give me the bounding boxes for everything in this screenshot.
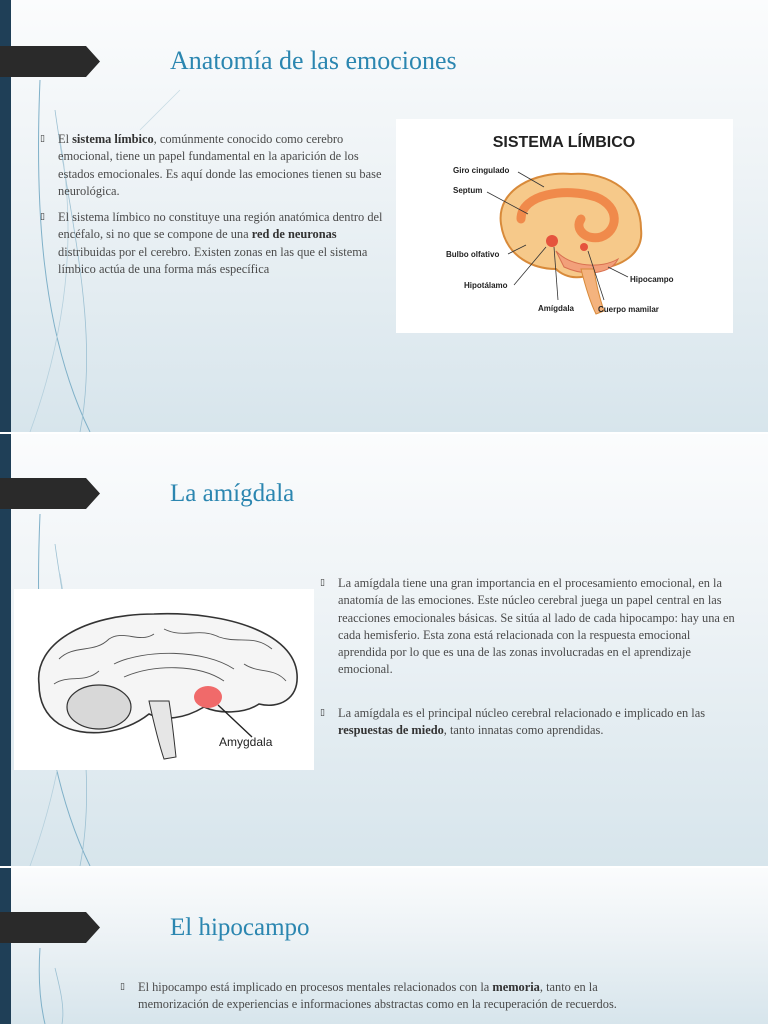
bullet-icon: ▯ bbox=[320, 578, 325, 588]
mammillary-dot bbox=[580, 243, 588, 251]
bullet-icon: ▯ bbox=[320, 708, 325, 718]
label-hipocampo: Hipocampo bbox=[630, 275, 674, 284]
bullet-icon: ▯ bbox=[40, 134, 45, 144]
cerebellum-shape bbox=[67, 685, 131, 729]
slide-title: Anatomía de las emociones bbox=[170, 46, 457, 75]
amygdala-dot bbox=[546, 235, 558, 247]
paragraph-1: ▯ El sistema límbico, comúnmente conocido como cerebro emocional, tiene un papel fundamental en la aparición de los estados emocionales. Es aquí donde las emociones tienen su base neurológica. bbox=[40, 132, 382, 198]
slide-title: El hipocampo bbox=[170, 914, 310, 941]
slide-anatomia bbox=[0, 0, 768, 432]
title-tag bbox=[0, 46, 100, 77]
paragraph-2: ▯ La amígdala es el principal núcleo cerebral relacionado e implicado en las respuestas de miedo, tanto innatas como aprendidas. bbox=[320, 706, 706, 738]
slide-amigdala bbox=[0, 434, 768, 866]
label-cuerpo: Cuerpo mamilar bbox=[598, 305, 659, 314]
limbic-system-diagram bbox=[396, 119, 733, 333]
label-bulbo: Bulbo olfativo bbox=[446, 250, 500, 259]
paragraph-2: ▯ El sistema límbico no constituye una región anatómica dentro del encéfalo, si no que se compone de una red de neuronas distribuidas por el cerebro. Existen zonas en las que el sistema límbico actúa de una forma más específica bbox=[40, 210, 383, 276]
label-amigdala: Amígdala bbox=[538, 304, 575, 313]
amygdala-label: Amygdala bbox=[219, 735, 273, 749]
label-hipotalamo: Hipotálamo bbox=[464, 281, 508, 290]
bullet-icon: ▯ bbox=[120, 982, 125, 992]
amygdala-highlight bbox=[194, 686, 222, 708]
label-septum: Septum bbox=[453, 186, 483, 195]
slide-hipocampo bbox=[0, 868, 768, 1024]
paragraph-1: ▯ El hipocampo está implicado en procesos mentales relacionados con la memoria, tanto en la memorización de experiencias e informaciones abstractas como en la recuperación de recuerdos. bbox=[120, 980, 617, 1012]
title-tag bbox=[0, 912, 100, 943]
title-tag bbox=[0, 478, 100, 509]
slide-title: La amígdala bbox=[170, 480, 295, 507]
bullet-icon: ▯ bbox=[40, 212, 45, 222]
diagram-title: SISTEMA LÍMBICO bbox=[492, 134, 636, 151]
amygdala-brain-image bbox=[14, 589, 314, 770]
paragraph-1: ▯ La amígdala tiene una gran importancia en el procesamiento emocional, en la anatomía de las emociones. Este núcleo cerebral juega un papel central en las reacciones emocionales básicas. Se sitúa al lado de cada hipocampo: hay una en cada hemisferio. Esta zona está relacionada con la respuesta emocional aprendida por lo que es una de las zonas involucradas en el aprendizaje emocional. bbox=[320, 576, 735, 677]
label-giro: Giro cingulado bbox=[453, 166, 510, 175]
